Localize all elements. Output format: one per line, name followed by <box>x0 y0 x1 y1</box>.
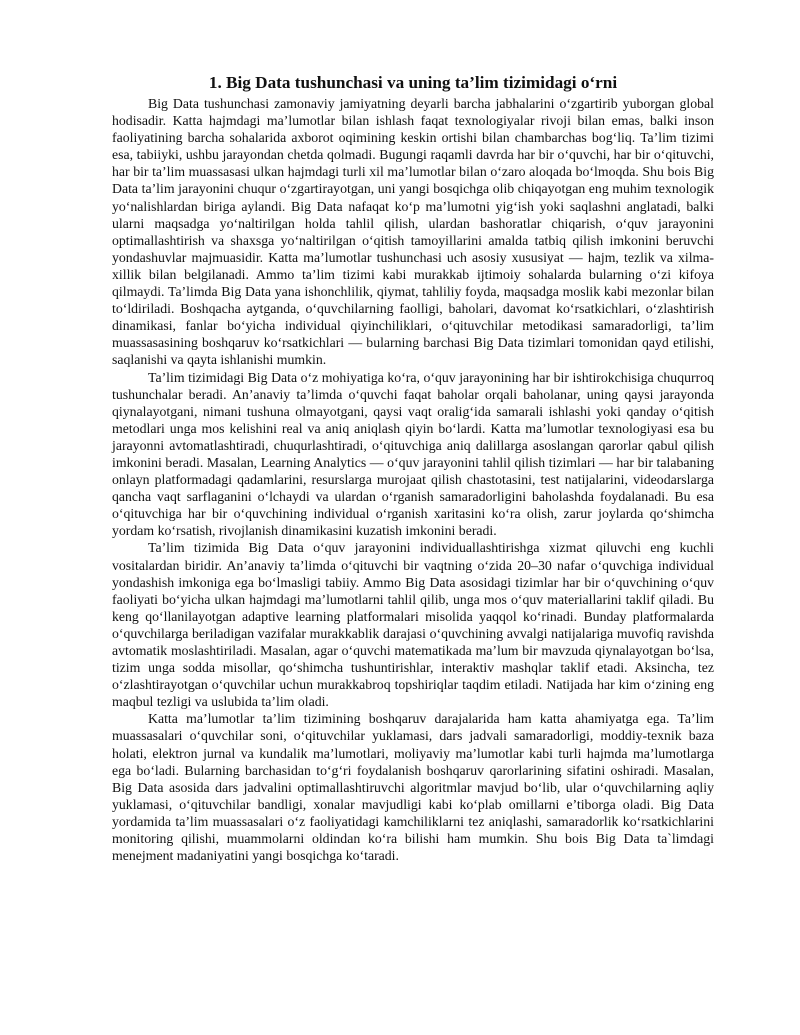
paragraph-3: Ta’lim tizimida Big Data o‘quv jarayonini individuallashtirishga xizmat qiluvchi eng kuchli vositalardan biridir. An’anaviy ta’limda o‘qituvchi bir vaqtning o‘zida 20–30 nafar o‘quvchiga individual yondashish imkoniga ega bo‘lmasligi tabiiy. Ammo Big Data asosidagi tizimlar har bir o‘quvchining o‘quv faoliyati bo‘yicha ulkan hajmdagi ma’lumotlarni tahlil qilib, unga mos o‘quv materiallarini taklif qiladi. Bu keng qo‘llanilayotgan adaptive learning platformalari misolida yaqqol ko‘rinadi. Bunday platformalarda o‘quvchilarga beriladigan vazifalar murakkablik darajasi o‘quvchining avvalgi natijalariga muvofiq ravishda avtomatik moslashtiriladi. Masalan, agar o‘quvchi matematikada ma’lum bir mavzuda qiynalayotgan bo‘lsa, tizim unga sodda misollar, qo‘shimcha tushuntirishlar, interaktiv mashqlar taklif etadi. Aksincha, tez o‘zlashtirayotgan o‘quvchilar uchun murakkabroq topshiriqlar taqdim etiladi. Natijada har kim o‘zining eng maqbul tezligi va uslubida ta’lim oladi. <box>112 540 714 710</box>
paragraph-2: Ta’lim tizimidagi Big Data o‘z mohiyatiga ko‘ra, o‘quv jarayonining har bir ishtirokchisiga chuqurroq tushunchalar beradi. An’anaviy ta’limda o‘quvchi faqat baholar orqali baholanar, uning qaysi jarayonda qiynalayotgani, nimani tushuna olmayotgani, qaysi vaqt oralig‘ida samarali ishlashi yoki qanday o‘qitish metodlari unga mos kelishini real va aniq aniqlash qiyin bo‘lardi. Katta ma’lumotlar texnologiyasi esa bu jarayonni avtomatlashtiradi, chuqurlashtiradi, o‘qituvchiga aniq dalillarga asoslangan qarorlar qabul qilish imkonini beradi. Masalan, Learning Analytics — o‘quv jarayonini tahlil qilish tizimlari — har bir talabaning onlayn platformadagi qadamlarini, resurslarga murojaat qilish chastotasini, test natijalarini, videodarslarga qancha vaqt sarflaganini o‘lchaydi va ulardan o‘rganish samaradorligini baholashda foydalanadi. Bu esa o‘qituvchiga har bir o‘quvchining individual o‘rganish xaritasini ko‘ra olish, zarur joylarda qo‘shimcha yordam ko‘rsatish, rivojlanish dinamikasini kuzatish imkonini beradi. <box>112 369 714 539</box>
paragraph-4: Katta ma’lumotlar ta’lim tizimining boshqaruv darajalarida ham katta ahamiyatga ega. Ta’lim muassasalari o‘quvchilar soni, o‘qituvchilar yuklamasi, dars jadvali samaradorligi, moddiy-texnik baza holati, elektron jurnal va kundalik ma’lumotlari, moliyaviy ma’lumotlar kabi turli hajmda ma’lumotlarga ega bo‘ladi. Bularning barchasidan to‘g‘ri foydalanish boshqaruv qarorlarining sifatini oshiradi. Masalan, Big Data asosida dars jadvalini optimallashtiruvchi algoritmlar mavjud bo‘lib, ular o‘quvchilarning aqliy yuklamasi, o‘qituvchilar bandligi, xonalar mavjudligi kabi ko‘plab omillarni e’tiborga oladi. Big Data yordamida ta’lim muassasalari o‘z faoliyatidagi kamchiliklarni tez aniqlashi, samaradorlik ko‘rsatkichlarini monitoring qilishi, muammolarni oldindan ko‘ra bilishi ham mumkin. Shu bois Big Data ta`limdagi menejment madaniyatini yangi bosqichga ko‘taradi. <box>112 711 714 864</box>
paragraph-1: Big Data tushunchasi zamonaviy jamiyatning deyarli barcha jabhalarini o‘zgartirib yuborgan global hodisadir. Katta hajmdagi ma’lumotlar bilan ishlash faqat texnologiyalar rivoji bilan emas, balki inson faoliyatining barcha sohalarida axborot oqimining keskin ortishi bilan chambarchas bog‘liq. Ta’lim tizimi esa, tabiiyki, ushbu jarayondan chetda qolmadi. Bugungi raqamli davrda har bir o‘quvchi, har bir o‘qituvchi, har bir ta’lim muassasasi ulkan hajmdagi turli xil ma’lumotlar bilan o‘zaro aloqada bo‘lmoqda. Shu bois Big Data ta’lim jarayonini chuqur o‘zgartirayotgan, uni yangi bosqichga olib chiqayotgan eng muhim texnologik yo‘nalishlardan biriga aylandi. Big Data nafaqat ko‘p ma’lumotni yig‘ish yoki saqlashni anglatadi, balki ularni maqsadga yo‘naltirilgan holda tahlil qilish, ulardan bashoratlar chiqarish, o‘quv jarayonini optimallashtirish va shaxsga yo‘naltirilgan o‘qitish tamoyillarini amalda tatbiq qilish imkonini beruvchi yondashuvlar majmuasidir. Katta ma’lumotlar tushunchasi uch asosiy xususiyat — hajm, tezlik va xilma-xillik bilan belgilanadi. Ammo ta’lim tizimi kabi murakkab ijtimoiy sohalarda bularning o‘zi kifoya qilmaydi. Ta’limda Big Data yana ishonchlilik, qiymat, tahliliy foyda, maqsadga moslik kabi mezonlar bilan to‘ldiriladi. Boshqacha aytganda, o‘quvchilarning faolligi, baholari, davomat ko‘rsatkichlari, o‘zlashtirish dinamikasi, fanlar bo‘yicha individual qiyinchiliklari, o‘qituvchilar metodikasi samaradorligi, ta’lim muassasasining boshqaruv ko‘rsatkichlari — bularning barchasi Big Data tizimlari tomonidan qayd etilishi, saqlanishi va qayta ishlanishi mumkin. <box>112 96 714 368</box>
section-title: 1. Big Data tushunchasi va uning ta’lim tizimidagi o‘rni <box>208 73 618 92</box>
